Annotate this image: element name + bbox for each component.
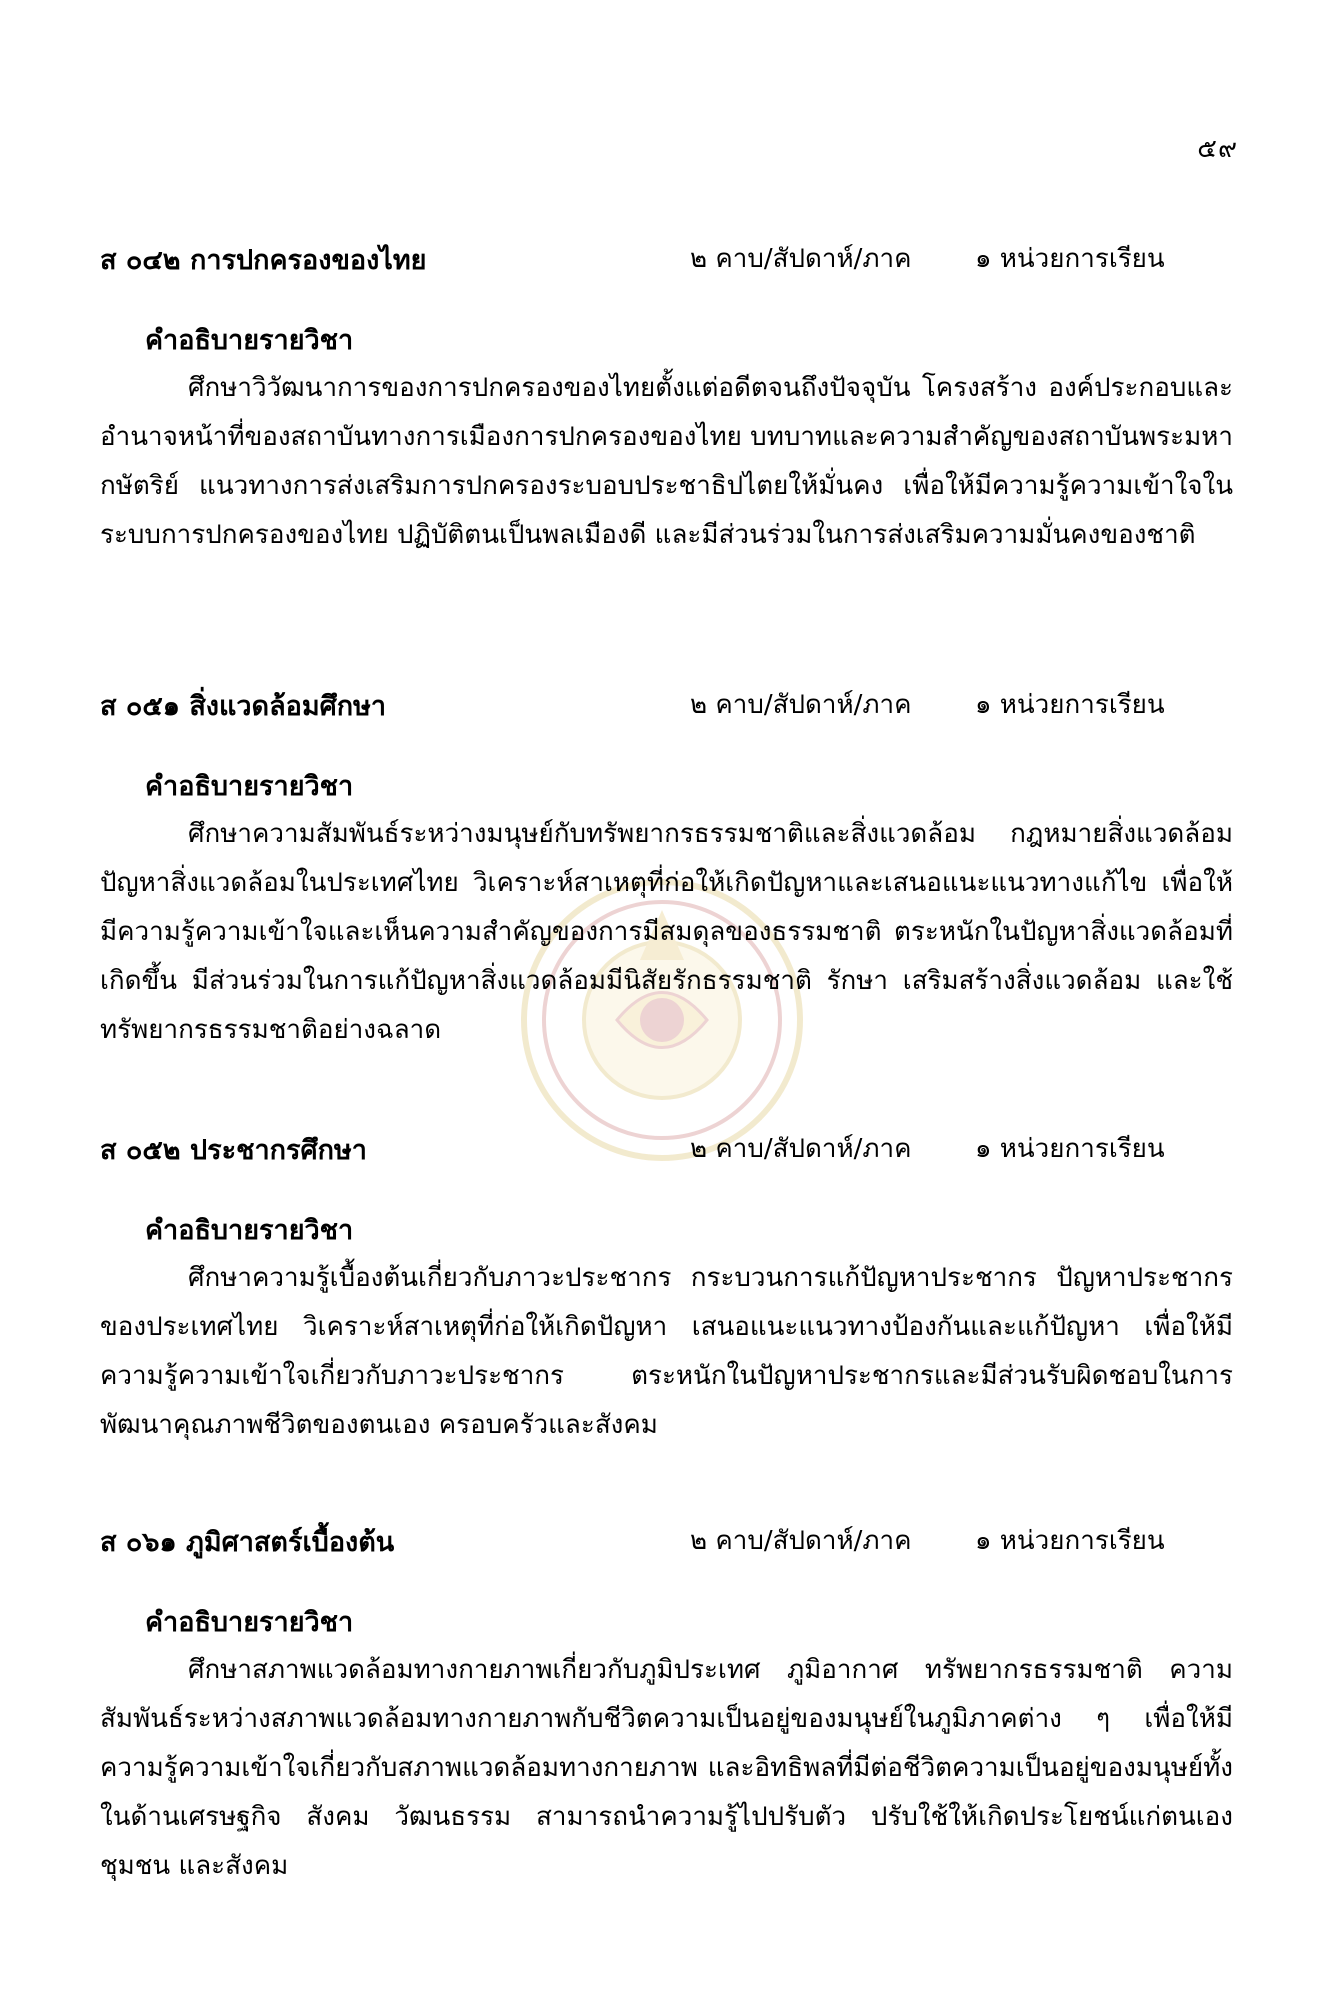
course-description: ศึกษาความรู้เบื้องต้นเกี่ยวกับภาวะประชากร กระบวนการแก้ปัญหาประชากร ปัญหาประชากรของประเทศไทย วิเคราะห์สาเหตุที่ก่อให้เกิดปัญหา เสนอแนะแนวทางป้องกันและแก้ปัญหา เพื่อให้มีความรู้ความเข้าใจเกี่ยวกับภาวะประชากร ตระหนักในปัญหาประชากรและมีส่วนรับผิดชอบในการพัฒนาคุณภาพชีวิตของตนเอง ครอบครัวและสังคม <box>100 1263 1233 1440</box>
description-heading: คำอธิบายรายวิชา <box>145 1215 354 1246</box>
course-hours: ๒ คาบ/สัปดาห์/ภาค <box>690 690 912 720</box>
page-number: ๕๙ <box>1197 134 1238 164</box>
course-section <box>0 1128 1340 1440</box>
course-hours: ๒ คาบ/สัปดาห์/ภาค <box>690 1526 912 1556</box>
course-header <box>0 238 1340 282</box>
course-description: ศึกษาความสัมพันธ์ระหว่างมนุษย์กับทรัพยากรธรรมชาติและสิ่งแวดล้อม กฎหมายสิ่งแวดล้อม ปัญหาสิ่งแวดล้อมในประเทศไทย วิเคราะห์สาเหตุที่ก่อให้เกิดปัญหาและเสนอแนะแนวทางแก้ไข เพื่อให้มีความรู้ความเข้าใจและเห็นความสำคัญของการมีสมดุลของธรรมชาติ ตระหนักในปัญหาสิ่งแวดล้อมที่เกิดขึ้น มีส่วนร่วมในการแก้ปัญหาสิ่งแวดล้อมมีนิสัยรักธรรมชาติ รักษา เสริมสร้างสิ่งแวดล้อม และใช้ทรัพยากรธรรมชาติอย่างฉลาด <box>100 819 1233 1045</box>
course-credits: ๑ หน่วยการเรียน <box>975 244 1165 274</box>
course-code-title: ส ๐๖๑ ภูมิศาสตร์เบื้องต้น <box>100 1527 395 1558</box>
description-heading: คำอธิบายรายวิชา <box>145 1607 354 1638</box>
course-code-title: ส ๐๔๒ การปกครองของไทย <box>100 245 427 276</box>
description-heading: คำอธิบายรายวิชา <box>145 325 354 356</box>
course-hours: ๒ คาบ/สัปดาห์/ภาค <box>690 1134 912 1164</box>
course-credits: ๑ หน่วยการเรียน <box>975 690 1165 720</box>
course-header <box>0 1520 1340 1564</box>
course-section <box>0 1520 1340 1881</box>
course-header <box>0 1128 1340 1172</box>
course-hours: ๒ คาบ/สัปดาห์/ภาค <box>690 244 912 274</box>
course-credits: ๑ หน่วยการเรียน <box>975 1526 1165 1556</box>
course-code-title: ส ๐๕๒ ประชากรศึกษา <box>100 1135 367 1166</box>
course-code-title: ส ๐๕๑ สิ่งแวดล้อมศึกษา <box>100 691 387 722</box>
course-header <box>0 684 1340 728</box>
course-description: ศึกษาสภาพแวดล้อมทางกายภาพเกี่ยวกับภูมิประเทศ ภูมิอากาศ ทรัพยากรธรรมชาติ ความสัมพันธ์ระหว่างสภาพแวดล้อมทางกายภาพกับชีวิตความเป็นอยู่ของมนุษย์ในภูมิภาคต่าง ๆ เพื่อให้มีความรู้ความเข้าใจเกี่ยวกับสภาพแวดล้อมทางกายภาพ และอิทธิพลที่มีต่อชีวิตความเป็นอยู่ของมนุษย์ทั้งในด้านเศรษฐกิจ สังคม วัฒนธรรม สามารถนำความรู้ไปปรับตัว ปรับใช้ให้เกิดประโยชน์แก่ตนเอง ชุมชน และสังคม <box>100 1655 1233 1881</box>
course-description: ศึกษาวิวัฒนาการของการปกครองของไทยตั้งแต่อดีตจนถึงปัจจุบัน โครงสร้าง องค์ประกอบและอำนาจหน้าที่ของสถาบันทางการเมืองการปกครองของไทย บทบาทและความสำคัญของสถาบันพระมหากษัตริย์ แนวทางการส่งเสริมการปกครองระบอบประชาธิปไตยให้มั่นคง เพื่อให้มีความรู้ความเข้าใจในระบบการปกครองของไทย ปฏิบัติตนเป็นพลเมืองดี และมีส่วนร่วมในการส่งเสริมความมั่นคงของชาติ <box>100 373 1233 550</box>
course-section <box>0 684 1340 1045</box>
description-heading: คำอธิบายรายวิชา <box>145 771 354 802</box>
course-section <box>0 238 1340 550</box>
course-credits: ๑ หน่วยการเรียน <box>975 1134 1165 1164</box>
